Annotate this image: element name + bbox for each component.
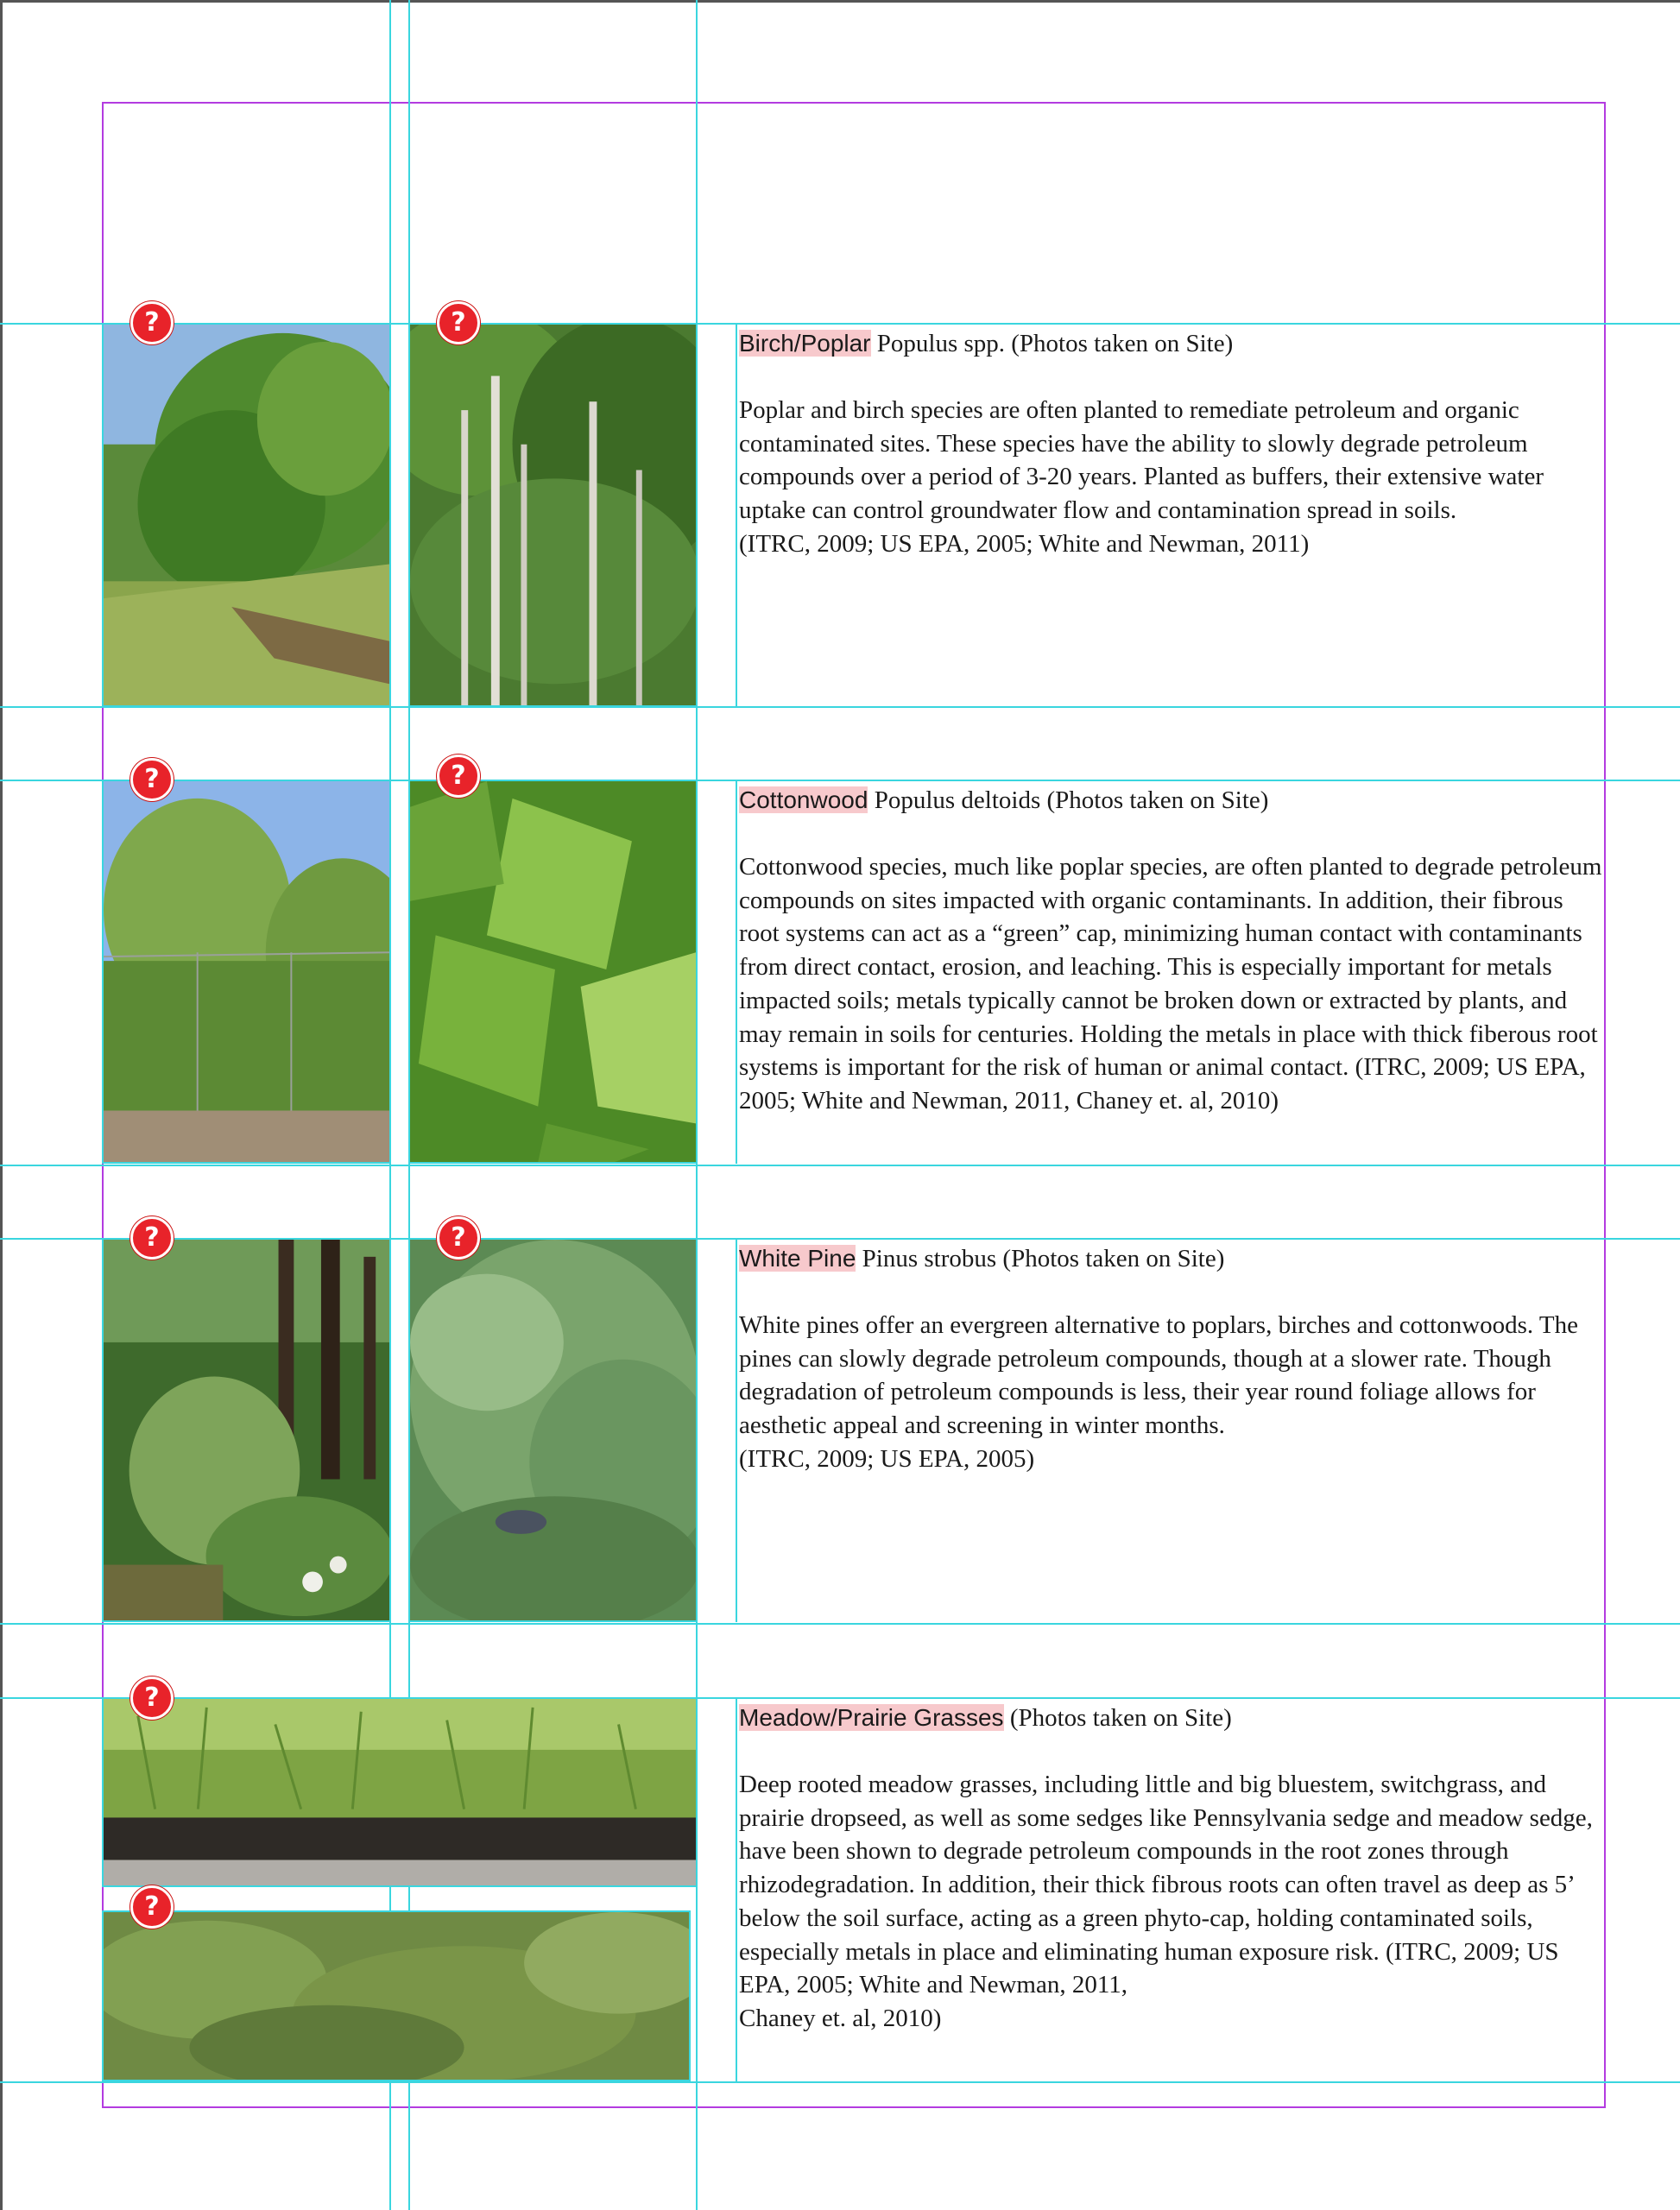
body-citation: (ITRC, 2009; US EPA, 2005) [739,1444,1035,1473]
section-heading [739,1243,1606,1274]
text-frame-white-pine[interactable] [736,1238,1606,1622]
missing-link-icon[interactable]: ? [130,1676,174,1720]
missing-link-icon[interactable]: ? [437,1216,480,1260]
section-body [739,850,1606,1118]
photo-birch-poplar-1[interactable] [102,323,391,707]
text-frame-meadow-grasses[interactable] [736,1697,1606,2083]
common-name-highlight: Meadow/Prairie Grasses [739,1704,1004,1731]
page-edge-top [0,0,1680,3]
row-guide[interactable] [0,1623,1680,1625]
section-body [739,394,1606,561]
text-frame-birch-poplar[interactable] [736,323,1606,707]
body-paragraph: White pines offer an evergreen alternative to poplars, birches and cottonwoods. The pines can slowly degrade petroleum compounds, though at a slower rate. Though degradation of petroleum compounds is less, their year round foliage allows for aesthetic appeal and screening in winter months. [739,1311,1578,1440]
photo-birch-poplar-2[interactable] [408,323,698,707]
body-paragraph: Deep rooted meadow grasses, including little and big bluestem, switchgrass, and prairie dropseed, as well as some sedges like Pennsylvania sedge and meadow sedge, have been shown to degrade petroleum compounds in the root zones through rhizodegradation. In addition, their thick fibrous roots can often travel as deep as 5’ below the soil surface, acting as a green phyto-cap, holding contaminated soils, especially metals in place and eliminating human exposure risk. (ITRC, 2009; US EPA, 2005; White and Newman, 2011, [739,1771,1593,1999]
section-body [739,1768,1606,2036]
missing-link-icon[interactable]: ? [130,1885,174,1929]
missing-link-icon[interactable]: ? [437,301,480,344]
photo-cottonwood-2[interactable] [408,780,698,1164]
section-body [739,1309,1606,1476]
missing-link-icon[interactable]: ? [130,758,174,801]
photo-meadow-grasses-1[interactable] [102,1697,698,1887]
common-name-highlight: White Pine [739,1245,856,1272]
common-name-highlight: Birch/Poplar [739,330,871,357]
section-heading [739,785,1606,816]
text-frame-cottonwood[interactable] [736,780,1606,1164]
photo-cottonwood-1[interactable] [102,780,391,1164]
heading-scientific-name: Populus deltoids (Photos taken on Site) [868,786,1269,814]
photo-meadow-grasses-2[interactable] [102,1910,691,2081]
heading-scientific-name: (Photos taken on Site) [1003,1704,1232,1732]
heading-scientific-name: Pinus strobus (Photos taken on Site) [856,1245,1225,1272]
missing-link-icon[interactable]: ? [437,755,480,798]
body-paragraph: Poplar and birch species are often planted to remediate petroleum and organic contaminated sites. These species have the ability to slowly degrade petroleum compounds over a period of 3-20 years. Planted as buffers, their extensive water uptake can control groundwater flow and contamination spread in soils. [739,396,1544,525]
section-heading [739,328,1606,359]
photo-white-pine-1[interactable] [102,1238,391,1622]
missing-link-icon[interactable]: ? [130,301,174,344]
row-guide[interactable] [0,1165,1680,1166]
photo-white-pine-2[interactable] [408,1238,698,1622]
heading-scientific-name: Populus spp. (Photos taken on Site) [870,330,1234,357]
body-citation: (ITRC, 2009; US EPA, 2005; White and Newman, 2011) [739,529,1310,558]
body-paragraph: Cottonwood species, much like poplar species, are often planted to degrade petroleum compounds on sites impacted with organic contaminants. In addition, their fibrous root systems can act as a “green” cap, minimizing human contact with contaminants from direct contact, erosion, and leaching. This is especially important for metals impacted soils; metals typically cannot be broken down or extracted by plants, and may remain in soils for centuries. Holding the metals in place with thick fiberous root systems is important for the risk of human or animal contact. (ITRC, 2009; US EPA, 2005; White and Newman, 2011, Chaney et. al, 2010) [739,853,1602,1114]
page-edge-left [0,0,3,2210]
section-heading [739,1702,1606,1733]
body-citation: Chaney et. al, 2010) [739,2004,942,2032]
common-name-highlight: Cottonwood [739,786,868,813]
missing-link-icon[interactable]: ? [130,1216,174,1260]
